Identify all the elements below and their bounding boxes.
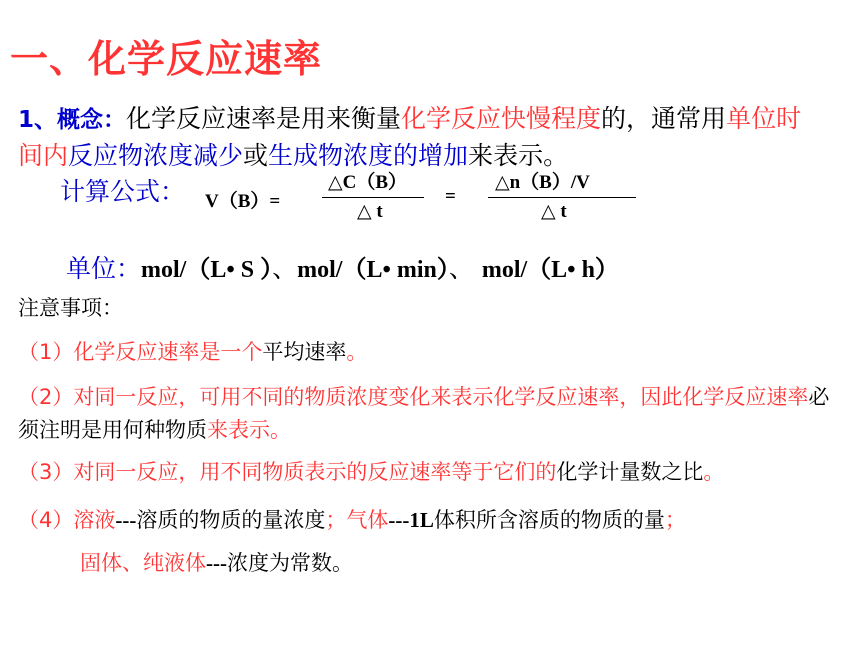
fraction1-bar (322, 197, 424, 198)
concept-paragraph (18, 101, 818, 173)
note-4-solution: （4）溶液 (18, 508, 116, 532)
notes-heading: 注意事项： (18, 296, 123, 320)
note-2-keyword: 必须注明是用何种物质 (18, 385, 830, 442)
fraction2-bar (488, 197, 636, 198)
note-4-solid: 固体、纯液体 (80, 551, 206, 575)
note-3-text: （3）对同一反应，用不同物质表示的反应速率等于它们的 (18, 460, 557, 484)
note-1 (18, 336, 367, 369)
note-4-dash: --- (115, 508, 137, 532)
concept-highlight-product: 生成物浓度的增加 (268, 141, 469, 170)
concept-label: 1、概念： (18, 107, 127, 133)
formula-equals: = (445, 186, 456, 207)
fraction2-denominator: △ t (541, 201, 567, 222)
note-1-keyword: 平均速率 (262, 340, 347, 364)
fraction1-numerator: △C（B） (328, 172, 408, 193)
concept-highlight-reactant: 反应物浓度减少 (68, 141, 244, 170)
formula-lhs: V（B）= (205, 191, 281, 212)
note-4-dash-2: --- (206, 551, 227, 575)
note-4-solid-def: 浓度为常数。 (226, 551, 353, 575)
note-4-semicolon: ； (664, 508, 686, 532)
concept-text-2: 的，通常用 (601, 104, 727, 133)
concept-text-end: 来表示。 (468, 141, 569, 170)
fraction1-denominator: △ t (357, 201, 383, 222)
unit-per-hour: mol/（L• h） (481, 257, 619, 283)
concept-text-1: 化学反应速率是用来衡量 (126, 104, 402, 133)
note-3-end: 。 (703, 460, 725, 484)
note-4-solution-def: 溶质的物质的量浓度 (136, 508, 326, 532)
concept-highlight-unit-time: 单位时间内 (18, 104, 802, 170)
note-4-gas: ；气体 (325, 508, 389, 532)
note-2 (18, 381, 848, 447)
note-3 (18, 456, 724, 489)
unit-separator: 、 (272, 254, 298, 283)
note-4-continued (80, 547, 353, 577)
note-3-keyword: 化学计量数之比 (556, 460, 704, 484)
concept-text-or: 或 (243, 141, 269, 170)
page-title: 一、化学反应速率 (10, 37, 323, 81)
note-4 (18, 504, 686, 537)
note-1-text: （1）化学反应速率是一个 (18, 340, 263, 364)
note-4-volume: ---1L (388, 508, 434, 532)
fraction2-numerator: △n（B）/V (495, 172, 590, 193)
units-line (66, 249, 619, 285)
formula-label: 计算公式： (60, 177, 186, 206)
note-2-text: （2）对同一反应，可用不同的物质浓度变化来表示化学反应速率，因此化学反应速率 (18, 385, 809, 409)
note-2-end: 来表示。 (207, 418, 291, 442)
note-1-end: 。 (346, 340, 368, 364)
note-4-gas-def: 体积所含溶质的物质的量 (433, 508, 665, 532)
units-label: 单位： (66, 254, 142, 283)
unit-per-minute: mol/（L• min） (297, 257, 449, 283)
unit-separator: 、 (448, 254, 482, 283)
unit-per-second: mol/（L• S ） (141, 257, 273, 283)
concept-highlight-speed: 化学反应快慢程度 (401, 104, 602, 133)
